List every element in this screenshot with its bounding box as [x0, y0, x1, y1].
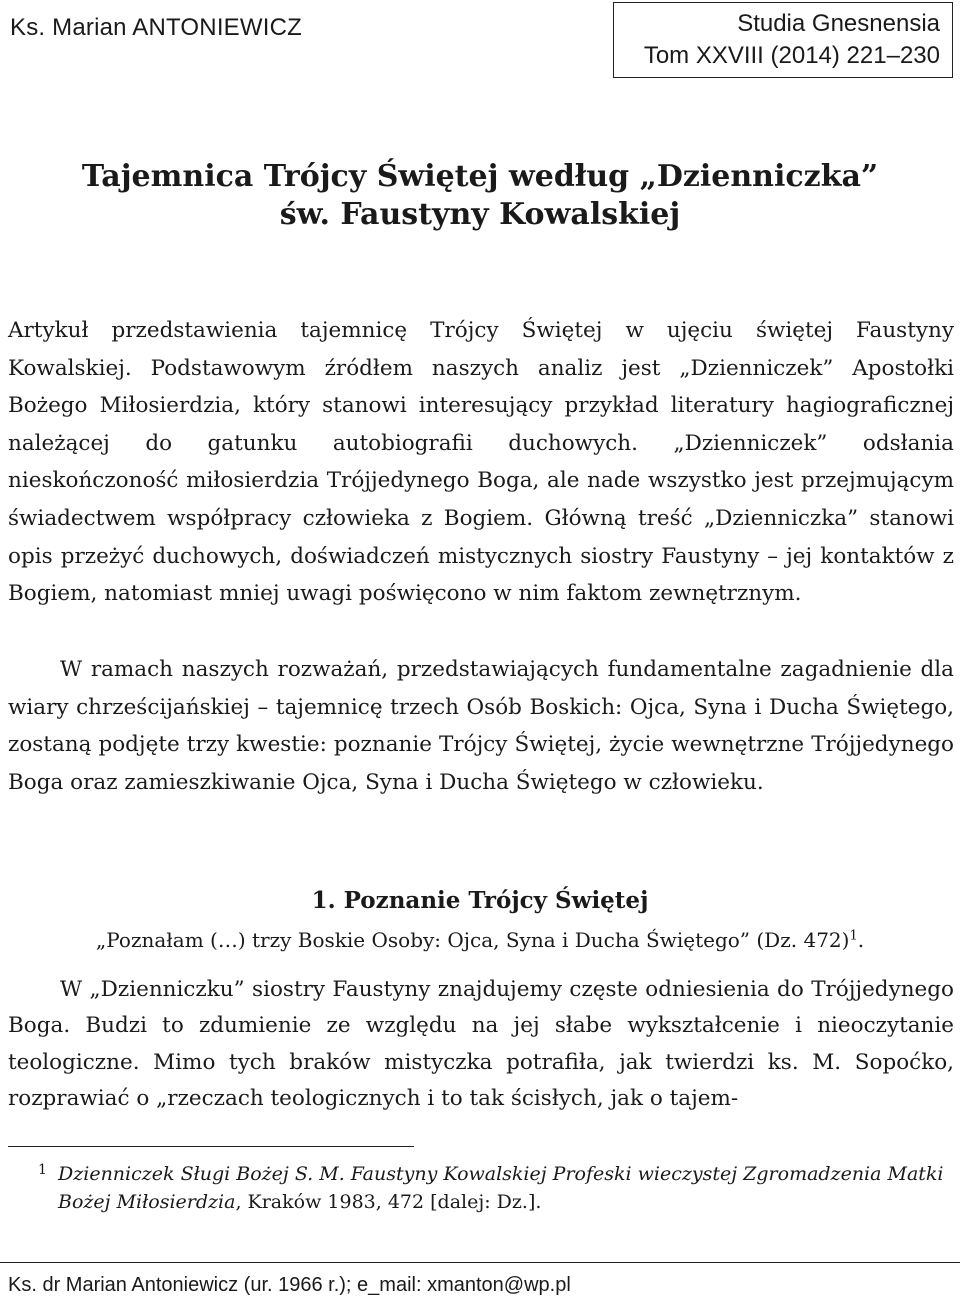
epigraph-text: „Poznałam (…) trzy Boskie Osoby: Ojca, Syna i Ducha Świętego” (Dz. 472) — [95, 928, 850, 952]
contact-separator — [0, 1262, 960, 1263]
journal-name: Studia Gnesnensia — [737, 10, 940, 37]
article-title — [0, 158, 960, 234]
article-title-line2: św. Faustyny Kowalskiej — [279, 197, 681, 232]
journal-info-box — [613, 2, 953, 78]
footnote-italic-title: Dzienniczek Sługi Bożej S. M. Faustyny Kowalskiej Profeski wieczystej Zgromadzenia Matki Bożej Miłosierdzia — [58, 1163, 944, 1213]
footnote-reference: 1 — [849, 928, 858, 944]
section-heading: 1. Poznanie Trójcy Świętej — [311, 887, 649, 914]
epigraph-end: . — [857, 928, 865, 952]
abstract-paragraph-1: Artykuł przedstawienia tajemnicę Trójcy Świętej w ujęciu świętej Faustyny Kowalskiej. Podstawowym źródłem naszych analiz jest „Dzienniczek” Apostołki Bożego Miłosierdzia, który stanowi interesujący przykład literatury hagiograficznej należącej do gatunku autobiografii duchowych. „Dzienniczek” odsłania nieskończoność miłosierdzia Trójjedynego Boga, ale nade wszystko jest przejmującym świadectwem współpracy człowieka z Bogiem. Główną treść „Dzienniczka” stanowi opis przeżyć duchowych, doświadczeń mistycznych siostry Faustyny – jej kontaktów z Bogiem, natomiast mniej uwagi poświęcono w nim faktom zewnętrznym. — [8, 318, 954, 607]
footnote-number: 1 — [38, 1162, 47, 1178]
author-contact-line: Ks. dr Marian Antoniewicz (ur. 1966 r.); e_mail: xmanton@wp.pl — [8, 1274, 571, 1296]
article-title-line1: Tajemnica Trójcy Świętej według „Dzienniczka” — [81, 159, 879, 194]
abstract-paragraph-2: W ramach naszych rozważań, przedstawiających fundamentalne zagadnienie dla wiary chrześcijańskiej – tajemnicę trzech Osób Boskich: Ojca, Syna i Ducha Świętego, zostaną podjęte trzy kwestie: poznanie Trójcy Świętej, życie wewnętrzne Trójjedynego Boga oraz zamieszkiwanie Ojca, Syna i Ducha Świętego w człowieku. — [8, 657, 954, 795]
running-header-author: Ks. Marian ANTONIEWICZ — [10, 14, 303, 41]
footnote-separator — [8, 1146, 414, 1147]
footnote — [8, 1160, 958, 1216]
journal-volume: Tom XXVIII (2014) 221–230 — [643, 42, 940, 69]
epigraph-quote — [0, 928, 960, 952]
footnote-citation: , Kraków 1983, 472 [dalej: Dz.]. — [235, 1191, 542, 1213]
body-paragraph: W „Dzienniczku” siostry Faustyny znajdujemy częste odniesienia do Trójjedynego Boga. Budzi to zdumienie ze względu na jej słabe wykształcenie i nieoczytanie teologiczne. Mimo tych braków mistyczka potrafiła, jak twierdzi ks. M. Sopoćko, rozprawiać o „rzeczach teologicznych i to tak ścisłych, jak o tajem- — [8, 977, 954, 1111]
